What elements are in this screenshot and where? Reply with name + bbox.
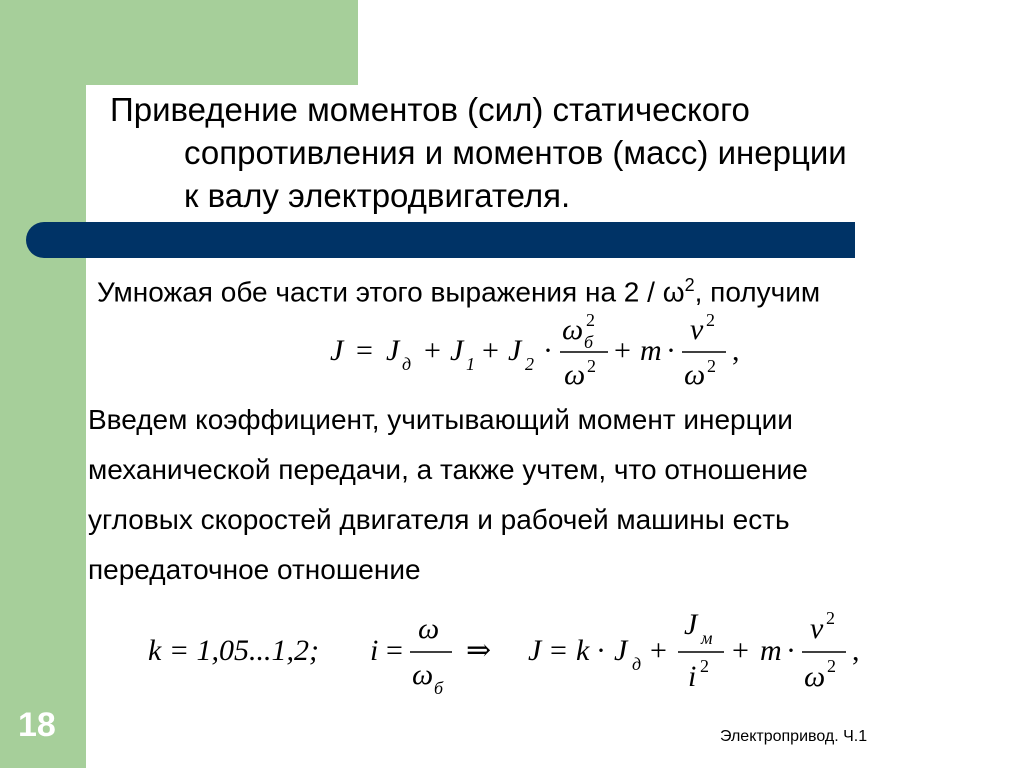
para-line-3: угловых скоростей двигателя и рабочей машины есть [88, 504, 790, 535]
f2-den-omega2: ω [804, 660, 826, 693]
f1-plus2: + [482, 334, 499, 367]
f2-plus2: + [732, 634, 749, 667]
f2-comma: , [852, 634, 860, 667]
f2-k: k [576, 634, 590, 667]
f2-plus1: + [650, 634, 667, 667]
slide-title [110, 88, 1010, 217]
f2-den-omega: ω [412, 658, 434, 691]
f2-J: J [528, 634, 542, 667]
f2-den-exp2: 2 [827, 656, 836, 676]
f2-jd: J [614, 634, 628, 667]
title-line-1: Приведение моментов (сил) статического [110, 91, 750, 128]
f2-dot2: · [786, 634, 796, 667]
f2-i2: i [688, 660, 697, 693]
f1-eq: = [356, 334, 373, 367]
f1-num-exp: 2 [586, 310, 595, 330]
f1-j1: J [450, 334, 464, 367]
f1-dot1: · [543, 334, 553, 367]
f1-plus1: + [424, 334, 441, 367]
f2-eq2: = [550, 634, 567, 667]
f2-v: v [810, 612, 824, 645]
f1-lhs: J [330, 334, 344, 367]
intro-text: Умножая обе части этого выражения на 2 / ω [97, 276, 685, 308]
f1-num-sub: б [584, 332, 594, 352]
para-line-2: механической передачи, а также учтем, что отношение [88, 454, 808, 485]
f1-den2-exp: 2 [707, 356, 716, 376]
f1-m: m [640, 334, 662, 367]
f1-num-omega: ω [562, 313, 584, 346]
f2-dot1: · [596, 634, 606, 667]
f1-den2-omega: ω [684, 358, 706, 391]
f1-sub-d: д [402, 354, 412, 374]
f2-num-omega: ω [418, 612, 440, 645]
f1-v: v [690, 313, 704, 346]
formula-reduced-inertia-svg [148, 608, 888, 698]
f1-sub-1: 1 [466, 354, 475, 374]
f1-sub-2: 2 [525, 354, 534, 374]
title-line-2: сопротивления и моментов (масс) инерции [184, 134, 847, 171]
f1-comma: , [732, 334, 740, 367]
decor-green-side [0, 0, 86, 768]
f1-j2: J [508, 334, 522, 367]
f2-eq: = [386, 634, 403, 667]
f2-i: i [370, 634, 379, 667]
formula-inertia [330, 312, 760, 400]
intro-line [97, 267, 820, 310]
f2-arrow: ⇒ [466, 634, 492, 667]
formula-inertia-svg [330, 312, 760, 392]
para-line-4: передаточное отношение [88, 554, 421, 585]
f2-den-sub: б [434, 678, 444, 698]
explanation-paragraph [88, 395, 988, 595]
footer-text: Электропривод. Ч.1 [720, 728, 868, 745]
para-line-1: Введем коэффициент, учитывающий момент инерции [88, 404, 793, 435]
f2-i-exp: 2 [700, 656, 709, 676]
f1-den-exp: 2 [587, 356, 596, 376]
f2-jm: J [684, 608, 698, 641]
f2-v-exp: 2 [826, 608, 835, 628]
f1-den-omega: ω [564, 358, 586, 391]
formula-reduced-inertia [148, 608, 888, 706]
f2-m: m [760, 634, 782, 667]
f1-dot2: · [666, 334, 676, 367]
f2-sub-m: м [701, 628, 713, 648]
title-divider-bar [26, 222, 855, 258]
intro-tail: , получим [694, 276, 821, 308]
f2-sub-d: д [632, 654, 642, 674]
slide-number: 18 [18, 706, 56, 744]
f2-k-def: k = 1,05...1,2; [148, 634, 320, 667]
intro-sup: 2 [684, 275, 695, 295]
title-line-3: к валу электродвигателя. [184, 177, 571, 214]
f1-plus3: + [614, 334, 631, 367]
f1-v-exp: 2 [706, 310, 715, 330]
f1-jd: J [386, 334, 400, 367]
